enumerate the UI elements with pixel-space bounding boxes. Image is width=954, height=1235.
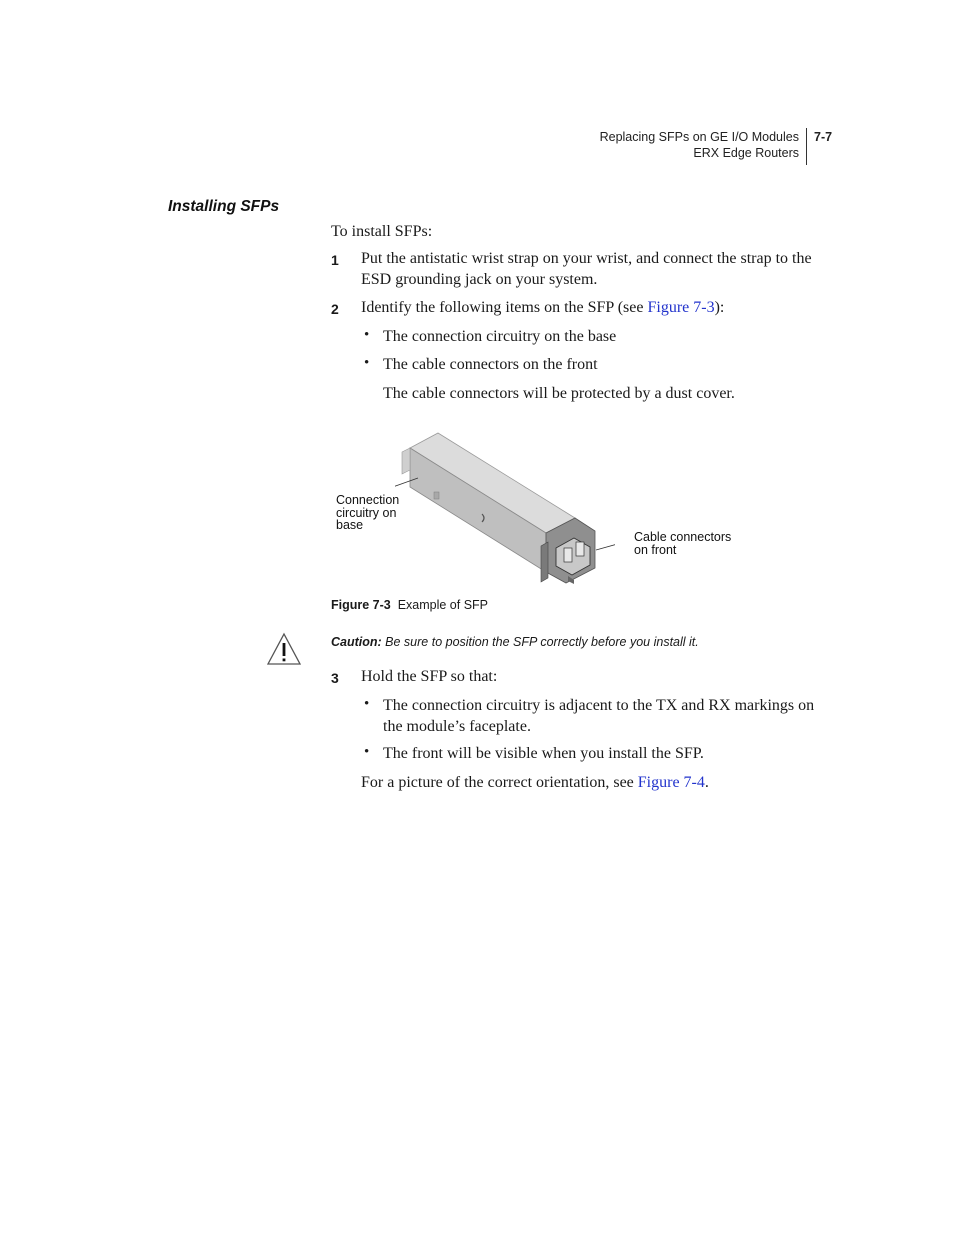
step-2-text-after: ):	[714, 299, 725, 316]
section-title: Installing SFPs	[168, 198, 280, 215]
step-number-1: 1	[331, 252, 339, 268]
step-number-3: 3	[331, 670, 339, 686]
step-2-text-before: Identify the following items on the SFP (see	[361, 299, 648, 316]
caution-note	[331, 635, 699, 649]
step-text-3: Hold the SFP so that:	[361, 668, 498, 685]
header-divider	[806, 128, 807, 165]
figure-number: Figure 7-3	[331, 598, 391, 612]
book-title: ERX Edge Routers	[693, 145, 799, 160]
bullet-icon: •	[364, 327, 370, 343]
sfp-illustration	[395, 428, 615, 588]
step-3-followup: For a picture of the correct orientation, see Figure 7-4.	[361, 774, 709, 791]
bullet-icon: •	[364, 355, 370, 371]
bullet-icon: •	[364, 696, 370, 712]
figure-7-4-link[interactable]: Figure 7-4	[637, 774, 705, 791]
figure-label-cable-connectors: Cable connectors on front	[634, 530, 732, 557]
running-header	[600, 130, 799, 161]
step-3-bullet-2: The front will be visible when you install the SFP.	[383, 745, 704, 762]
caution-label: Caution:	[331, 635, 382, 649]
page-number: 7-7	[814, 130, 833, 144]
figure-7-3-link[interactable]: Figure 7-3	[647, 299, 715, 316]
step-number-2: 2	[331, 301, 339, 317]
caution-text: Be sure to position the SFP correctly before you install it.	[385, 635, 699, 649]
figure-caption	[331, 598, 488, 612]
step-text-1: Put the antistatic wrist strap on your wrist, and connect the strap to the ESD grounding jack on your system.	[361, 250, 812, 288]
step-2-note: The cable connectors will be protected by a dust cover.	[383, 385, 735, 402]
figure-label-connection-circuitry: Connection circuitry on base	[336, 493, 400, 532]
bullet-icon: •	[364, 744, 370, 760]
caution-warning-icon	[266, 632, 302, 666]
step-2-bullet-2: The cable connectors on the front	[383, 356, 598, 373]
chapter-title: Replacing SFPs on GE I/O Modules	[599, 130, 799, 144]
intro-text: To install SFPs:	[331, 223, 433, 240]
step-text-2	[361, 298, 816, 319]
step-3-bullet-1: The connection circuitry is adjacent to the TX and RX markings on the module’s faceplate.	[383, 697, 815, 735]
figure-caption-text: Example of SFP	[397, 598, 489, 612]
step-2-bullet-1: The connection circuitry on the base	[383, 328, 617, 345]
